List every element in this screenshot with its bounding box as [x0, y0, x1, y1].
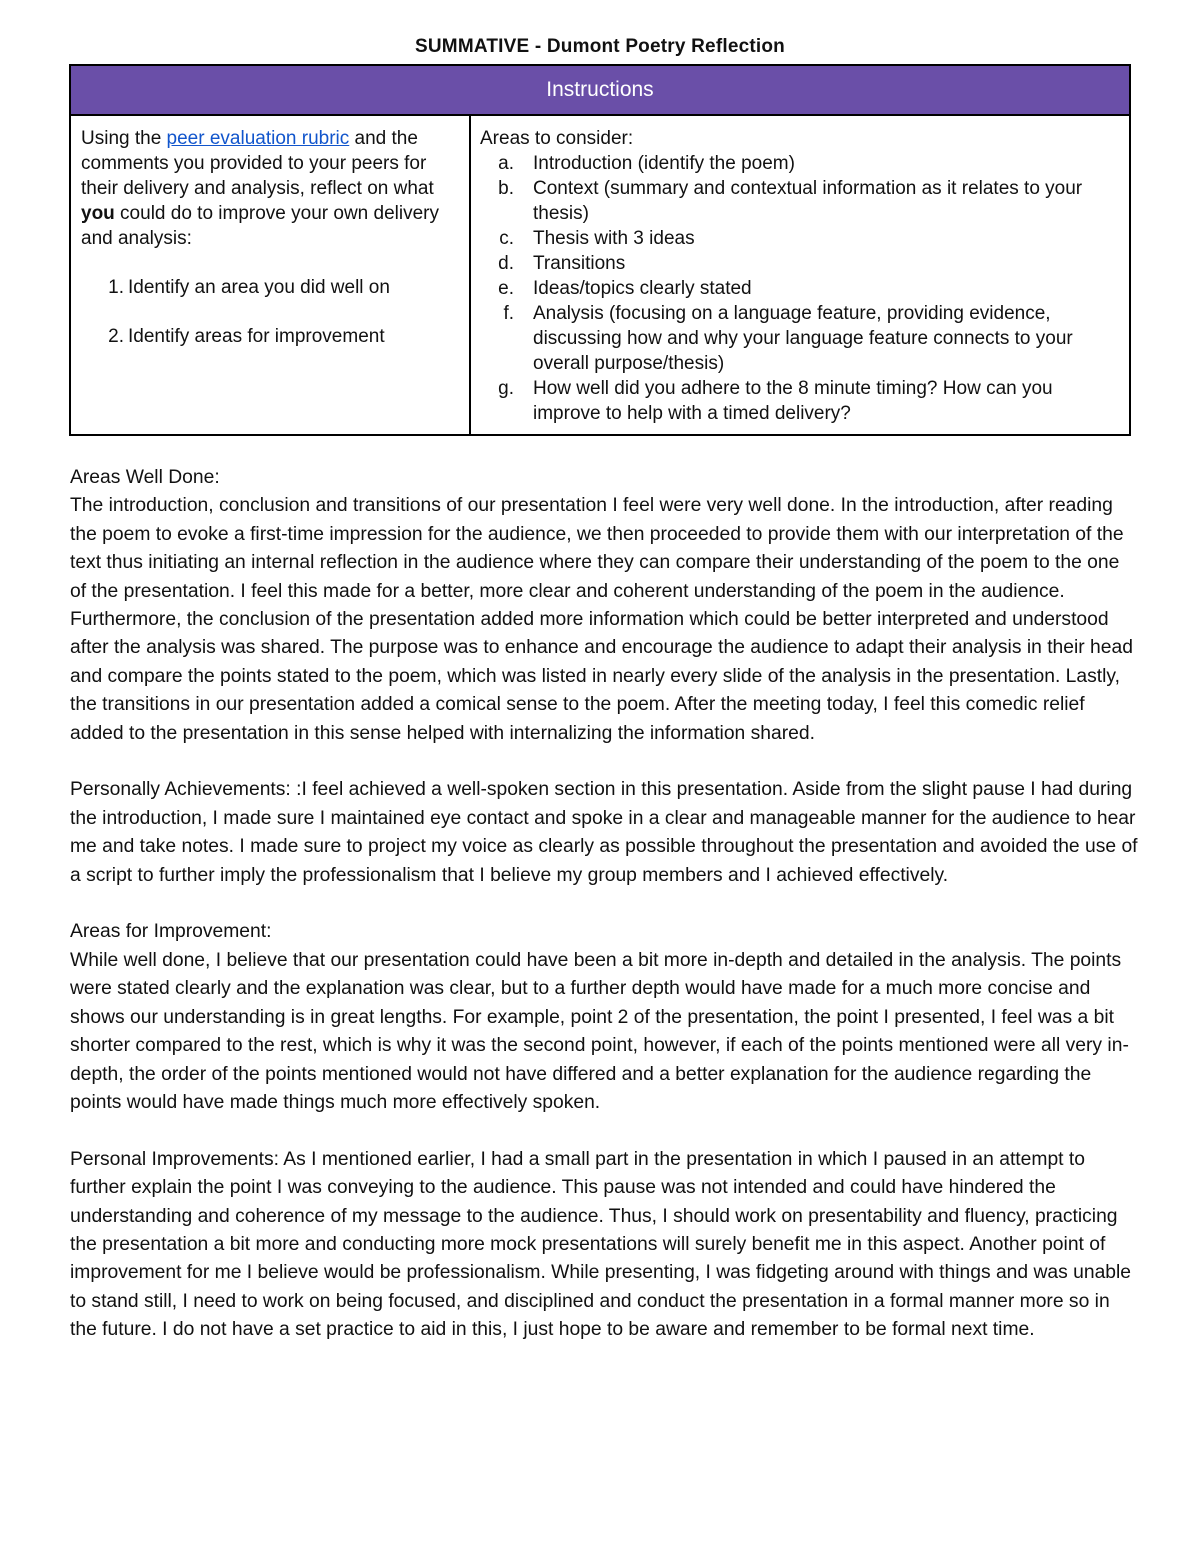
instructions-body	[71, 116, 1129, 434]
area-item	[480, 276, 1119, 301]
area-text: How well did you adhere to the 8 minute timing? How can you improve to help with a timed delivery?	[533, 378, 1053, 424]
area-letter: d.	[498, 253, 514, 274]
instructions-header: Instructions	[71, 66, 1129, 116]
area-item	[480, 251, 1119, 276]
areas-well-done-text: The introduction, conclusion and transitions of our presentation I feel were very well done. In the introduction, after reading the poem to evoke a first-time impression for the audience, we then proceeded to provide them with our interpretation of the text thus initiating an internal reflection in the audience where they can compare their understanding of the poem to the one of the presentation. I feel this made for a better, more clear and coherent understanding of the poem in the audience. Furthermore, the conclusion of the presentation added more information which could be better interpreted and understood after the analysis was shared. The purpose was to enhance and encourage the audience to adapt their analysis in their head and compare the points stated to the poem, which was listed in nearly every slide of the analysis in the presentation. Lastly, the transitions in our presentation added a comical sense to the poem. After the meeting today, I feel this comedic relief added to the presentation in this sense helped with internalizing the information shared.	[70, 495, 1133, 744]
area-text: Thesis with 3 ideas	[533, 228, 695, 249]
intro-text-end: could do to improve your own delivery and analysis:	[81, 203, 439, 249]
areas-well-done-heading: Areas Well Done:	[70, 467, 220, 488]
areas-for-improvement-text: While well done, I believe that our presentation could have been a bit more in-depth and detailed in the analysis. The points were stated clearly and the explanation was clear, but to a further depth would have made for a much more concise and shows our understanding is in great lengths. For example, point 2 of the presentation, the point I presented, I feel was a bit shorter compared to the rest, which is why it was the second point, however, if each of the points mentioned were all very in-depth, the order of the points mentioned would not have differed and a better explanation for the audience regarding the points would have made things much more effectively spoken.	[70, 949, 1129, 1113]
peer-evaluation-rubric-link[interactable]: peer evaluation rubric	[166, 128, 350, 149]
instructions-intro	[81, 126, 459, 251]
area-letter: b.	[498, 178, 514, 199]
intro-text-start: Using the	[81, 128, 167, 149]
area-text: Analysis (focusing on a language feature, providing evidence, discussing how and why your language feature connects to your overall purpose/thesis)	[533, 303, 1073, 374]
step-number: 2.	[108, 326, 124, 347]
area-item	[480, 226, 1119, 251]
reflection-body	[70, 464, 1140, 1373]
step-number: 1.	[108, 277, 124, 298]
instructions-left-cell	[71, 116, 471, 434]
areas-list	[480, 151, 1119, 426]
area-letter: e.	[498, 278, 514, 299]
personal-achievements-paragraph: Personally Achievements: :I feel achieved a well-spoken section in this presentation. Aside from the slight pause I had during the introduction, I made sure I maintained eye contact and spoke in a clear and manageable manner for the audience to hear me and take notes. I made sure to project my voice as clearly as possible throughout the presentation and avoided the use of a script to further imply the professionalism that I believe my group members and I achieved effectively.	[70, 779, 1138, 886]
area-item	[480, 176, 1119, 226]
step-item	[81, 324, 459, 349]
document-title: SUMMATIVE - Dumont Poetry Reflection	[415, 36, 785, 57]
instructions-table	[69, 64, 1131, 436]
area-text: Introduction (identify the poem)	[533, 153, 795, 174]
instructions-right-cell	[471, 116, 1129, 434]
area-text: Ideas/topics clearly stated	[533, 278, 752, 299]
area-item	[480, 151, 1119, 176]
steps-list	[81, 275, 459, 349]
area-letter: f.	[503, 303, 514, 324]
step-text: Identify areas for improvement	[128, 326, 385, 347]
area-letter: c.	[499, 228, 514, 249]
personal-improvements-paragraph: Personal Improvements: As I mentioned earlier, I had a small part in the presentation in which I paused in an attempt to further explain the point I was conveying to the audience. This pause was not intended and could have hindered the understanding and coherence of my message to the audience. Thus, I should work on presentability and fluency, practicing the presentation a bit more and conducting more mock presentations will surely benefit me in this aspect. Another point of improvement for me I believe would be professionalism. While presenting, I was fidgeting around with things and was unable to stand still, I need to work on being focused, and disciplined and conduct the presentation in a formal manner more so in the future. I do not have a set practice to aid in this, I just hope to be aware and remember to be formal next time.	[70, 1148, 1132, 1341]
step-text: Identify an area you did well on	[128, 277, 390, 298]
areas-heading: Areas to consider:	[480, 128, 634, 149]
areas-for-improvement-section	[70, 918, 1140, 1117]
area-item	[480, 376, 1119, 426]
area-text: Transitions	[533, 253, 626, 274]
area-letter: g.	[498, 378, 514, 399]
intro-text-bold: you	[81, 203, 115, 224]
step-item	[81, 275, 459, 300]
area-text: Context (summary and contextual information as it relates to your thesis)	[533, 178, 1083, 224]
area-letter: a.	[498, 153, 514, 174]
areas-for-improvement-heading: Areas for Improvement:	[70, 921, 272, 943]
area-item	[480, 301, 1119, 376]
intro-text-middle: and the comments you provided to your peers for their delivery and analysis, reflect on what	[81, 128, 434, 199]
areas-well-done-section	[70, 464, 1140, 748]
